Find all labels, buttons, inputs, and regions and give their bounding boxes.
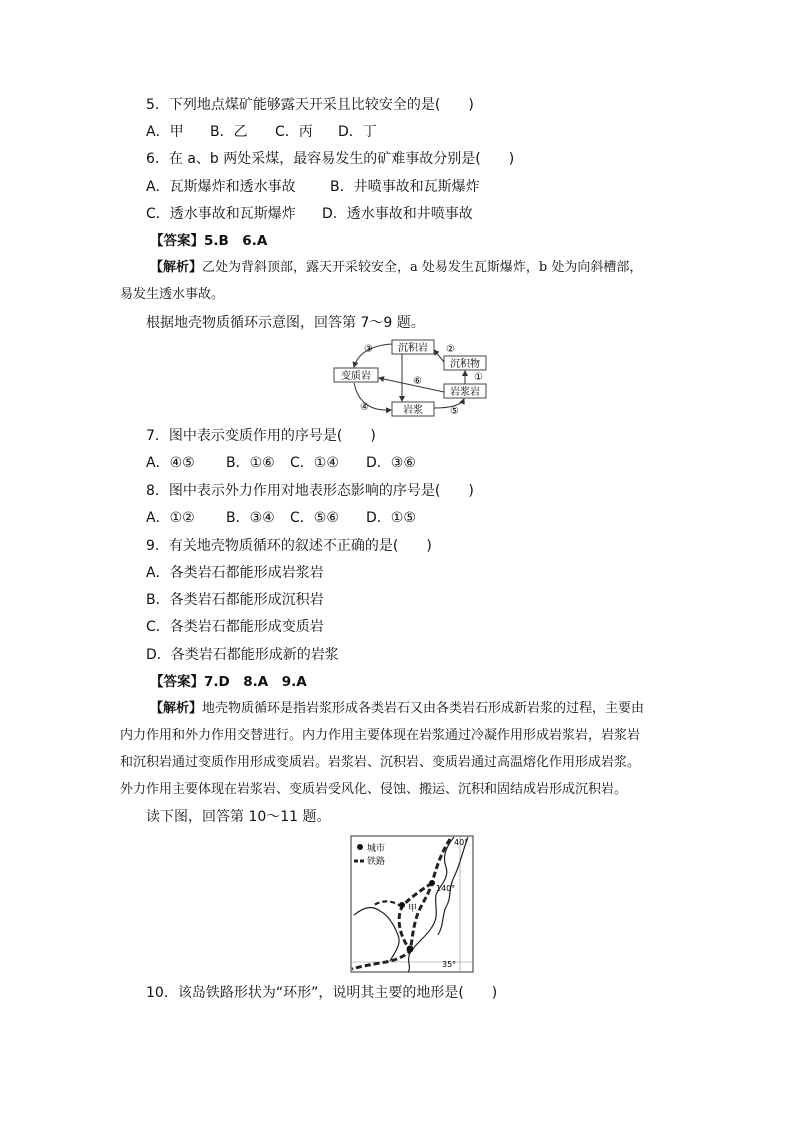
intro-7-9: 根据地壳物质循环示意图，回答第 7～9 题。 (146, 315, 425, 331)
question-6-stem: 6．在 a、b 两处采煤，最容易发生的矿难事故分别是( ) (146, 151, 515, 167)
q5-option-b: B．乙 (210, 124, 248, 140)
q8-option-d: D．①⑤ (366, 510, 416, 526)
q9-option-d: D．各类岩石都能形成新的岩浆 (146, 647, 339, 663)
q8-option-a: A．①② (146, 510, 195, 526)
label-lat-35: 35° (442, 960, 457, 969)
question-8-stem: 8．图中表示外力作用对地表形态影响的序号是( ) (146, 483, 474, 499)
answer-label: 【答案】 (150, 674, 204, 690)
label-lat-40: 40° (454, 838, 469, 847)
city-dot (429, 880, 435, 886)
legend-railway: 铁路 (367, 857, 386, 867)
explanation-label: 【解析】 (150, 701, 203, 716)
answer-label: 【答案】 (150, 233, 204, 249)
q9-option-a: A．各类岩石都能形成岩浆岩 (146, 565, 324, 581)
q6-option-b: B．井喷事故和瓦斯爆炸 (330, 179, 480, 195)
city-dot-jia (399, 902, 405, 908)
explanation-1-line-2: 易发生透水事故。 (120, 287, 225, 302)
question-7-stem: 7．图中表示变质作用的序号是( ) (146, 428, 376, 444)
q8-option-c: C．⑤⑥ (290, 510, 339, 526)
question-5-stem: 5．下列地点煤矿能够露天开采且比较安全的是( ) (146, 97, 474, 113)
answer-text: 5.B 6.A (204, 233, 268, 249)
label-sediment: 沉积物 (450, 359, 480, 370)
intro-10-11: 读下图，回答第 10～11 题。 (146, 809, 331, 825)
q8-option-b: B．③④ (226, 510, 275, 526)
label-num-2: ② (446, 344, 455, 355)
q7-option-c: C．①④ (290, 455, 339, 471)
q7-option-b: B．①⑥ (226, 455, 275, 471)
q6-option-d: D．透水事故和井喷事故 (322, 206, 473, 222)
q5-option-a: A．甲 (146, 124, 184, 140)
label-num-3: ③ (364, 344, 373, 355)
answer-block-2 (150, 672, 307, 692)
question-9-stem: 9．有关地壳物质循环的叙述不正确的是( ) (146, 538, 432, 554)
label-city-jia: 甲 (408, 904, 418, 914)
label-num-4: ④ (360, 402, 369, 413)
explanation-2-line-1: 【解析】地壳物质循环是指岩浆形成各类岩石又由各类岩石形成新岩浆的过程，主要由 (150, 701, 645, 716)
explanation-label: 【解析】 (150, 260, 203, 275)
label-num-1: ① (474, 372, 483, 383)
island-railway-map (350, 835, 474, 973)
answer-block-1 (150, 231, 267, 251)
city-dot (407, 946, 414, 953)
q5-option-d: D．丁 (338, 124, 377, 140)
label-igneous-rock: 岩浆岩 (450, 387, 480, 398)
label-num-6: ⑥ (413, 376, 422, 387)
q9-option-c: C．各类岩石都能形成变质岩 (146, 619, 324, 635)
legend-city: 城市 (367, 844, 386, 854)
explanation-1-line-1: 【解析】乙处为背斜顶部，露天开采较安全，a 处易发生瓦斯爆炸，b 处为向斜槽部， (150, 260, 643, 275)
label-metamorphic-rock: 变质岩 (341, 371, 371, 382)
label-lon-140: 140° (436, 884, 456, 893)
q7-option-a: A．④⑤ (146, 455, 195, 471)
q6-option-c: C．透水事故和瓦斯爆炸 (146, 206, 296, 222)
explanation-2-line-2: 内力作用和外力作用交替进行。内力作用主要体现在岩浆通过冷凝作用形成岩浆岩，岩浆岩 (120, 728, 641, 743)
label-num-5: ⑤ (450, 406, 459, 417)
explanation-2-line-4: 外力作用主要体现在岩浆岩、变质岩受风化、侵蚀、搬运、沉积和固结成岩形成沉积岩。 (120, 782, 628, 797)
q7-option-d: D．③⑥ (366, 455, 416, 471)
answer-text: 7.D 8.A 9.A (204, 674, 307, 690)
explanation-2-line-3: 和沉积岩通过变质作用形成变质岩。岩浆岩、沉积岩、变质岩通过高温熔化作用形成岩浆。 (120, 755, 641, 770)
q9-option-b: B．各类岩石都能形成沉积岩 (146, 592, 324, 608)
rock-cycle-diagram (330, 338, 490, 420)
label-magma: 岩浆 (403, 405, 423, 416)
label-sedimentary-rock: 沉积岩 (398, 343, 428, 354)
q5-option-c: C．丙 (275, 124, 313, 140)
question-10-stem: 10．该岛铁路形状为“环形”，说明其主要的地形是( ) (146, 985, 498, 1001)
q6-option-a: A．瓦斯爆炸和透水事故 (146, 179, 296, 195)
